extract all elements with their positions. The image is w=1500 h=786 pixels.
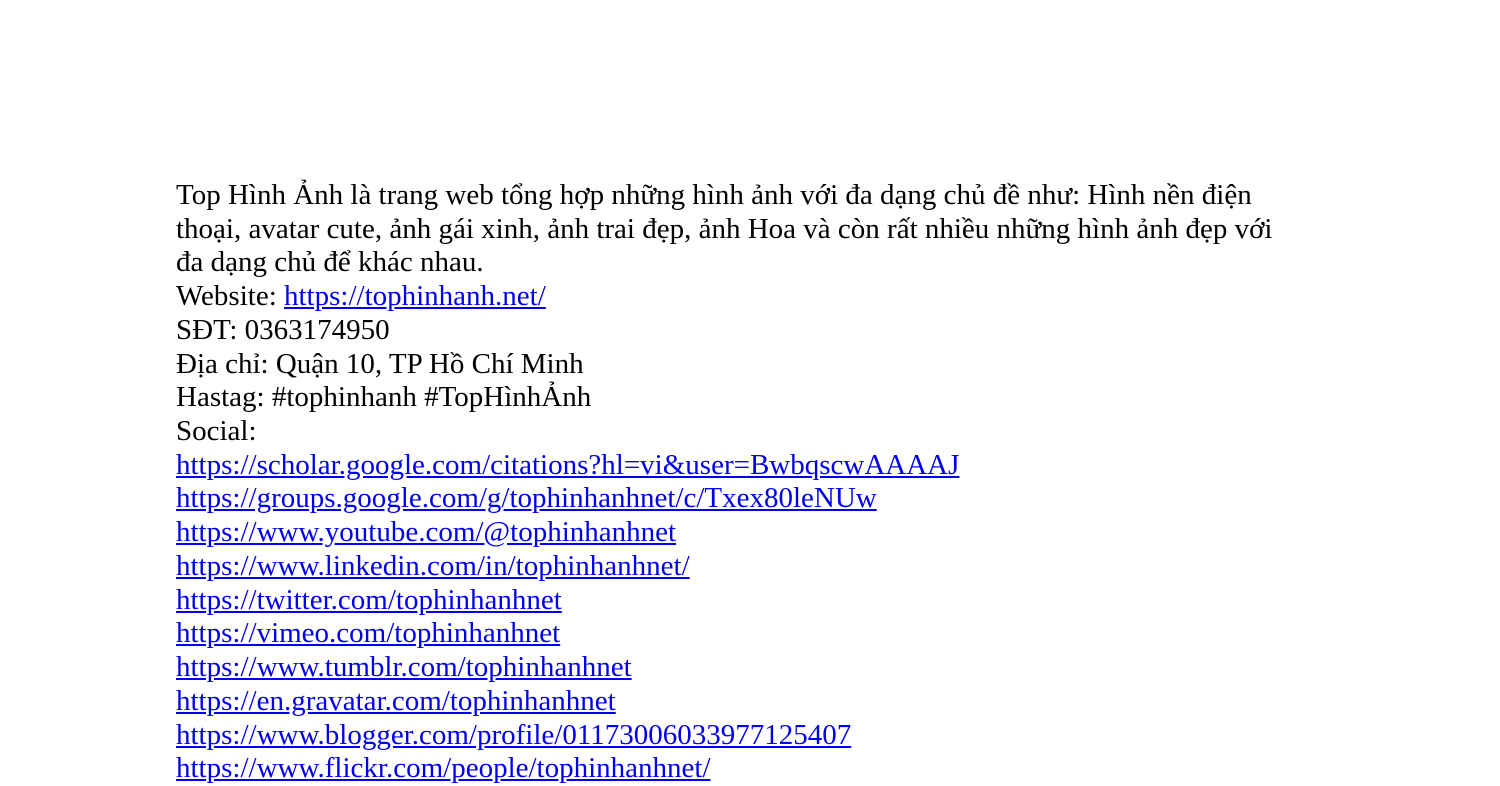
website-link[interactable]: https://tophinhanh.net/ bbox=[284, 280, 546, 313]
document-content bbox=[176, 179, 1316, 786]
social-link-row bbox=[176, 516, 1316, 550]
social-link-row bbox=[176, 752, 1316, 786]
social-link-row bbox=[176, 482, 1316, 516]
address-line: Địa chỉ: Quận 10, TP Hồ Chí Minh bbox=[176, 347, 584, 380]
intro-paragraph bbox=[176, 179, 1316, 280]
social-link[interactable]: https://www.flickr.com/people/tophinhanhnet/ bbox=[176, 752, 711, 785]
social-link[interactable]: https://en.gravatar.com/tophinhanhnet bbox=[176, 684, 616, 717]
social-label: Social: bbox=[176, 415, 257, 448]
social-link-row bbox=[176, 617, 1316, 651]
social-link-row bbox=[176, 449, 1316, 483]
social-link[interactable]: https://www.youtube.com/@tophinhanhnet bbox=[176, 516, 677, 549]
website-label: Website: bbox=[176, 280, 284, 313]
social-link-row bbox=[176, 550, 1316, 584]
hashtag-line: Hastag: #tophinhanh #TopHìnhẢnh bbox=[176, 381, 592, 414]
social-link-row bbox=[176, 584, 1316, 618]
social-link[interactable]: https://www.blogger.com/profile/01173006033977125407 bbox=[176, 718, 852, 751]
social-link[interactable]: https://scholar.google.com/citations?hl=vi&user=BwbqscwAAAAJ bbox=[176, 448, 960, 481]
phone-line: SĐT: 0363174950 bbox=[176, 313, 390, 346]
intro-line: thoại, avatar cute, ảnh gái xinh, ảnh trai đẹp, ảnh Hoa và còn rất nhiều những hình ảnh đẹp với bbox=[176, 212, 1273, 245]
social-link-row bbox=[176, 719, 1316, 753]
website-line bbox=[176, 280, 1316, 314]
social-links-list bbox=[176, 449, 1316, 786]
social-link-row bbox=[176, 651, 1316, 685]
social-link[interactable]: https://groups.google.com/g/tophinhanhnet/c/Txex80leNUw bbox=[176, 482, 877, 515]
intro-line: đa dạng chủ để khác nhau. bbox=[176, 246, 484, 279]
social-link-row bbox=[176, 685, 1316, 719]
social-link[interactable]: https://twitter.com/tophinhanhnet bbox=[176, 583, 562, 616]
social-link[interactable]: https://www.linkedin.com/in/tophinhanhnet/ bbox=[176, 549, 690, 582]
social-link[interactable]: https://www.tumblr.com/tophinhanhnet bbox=[176, 651, 632, 684]
social-link[interactable]: https://vimeo.com/tophinhanhnet bbox=[176, 617, 561, 650]
intro-line: Top Hình Ảnh là trang web tổng hợp những hình ảnh với đa dạng chủ đề như: Hình nền điện bbox=[176, 179, 1252, 211]
